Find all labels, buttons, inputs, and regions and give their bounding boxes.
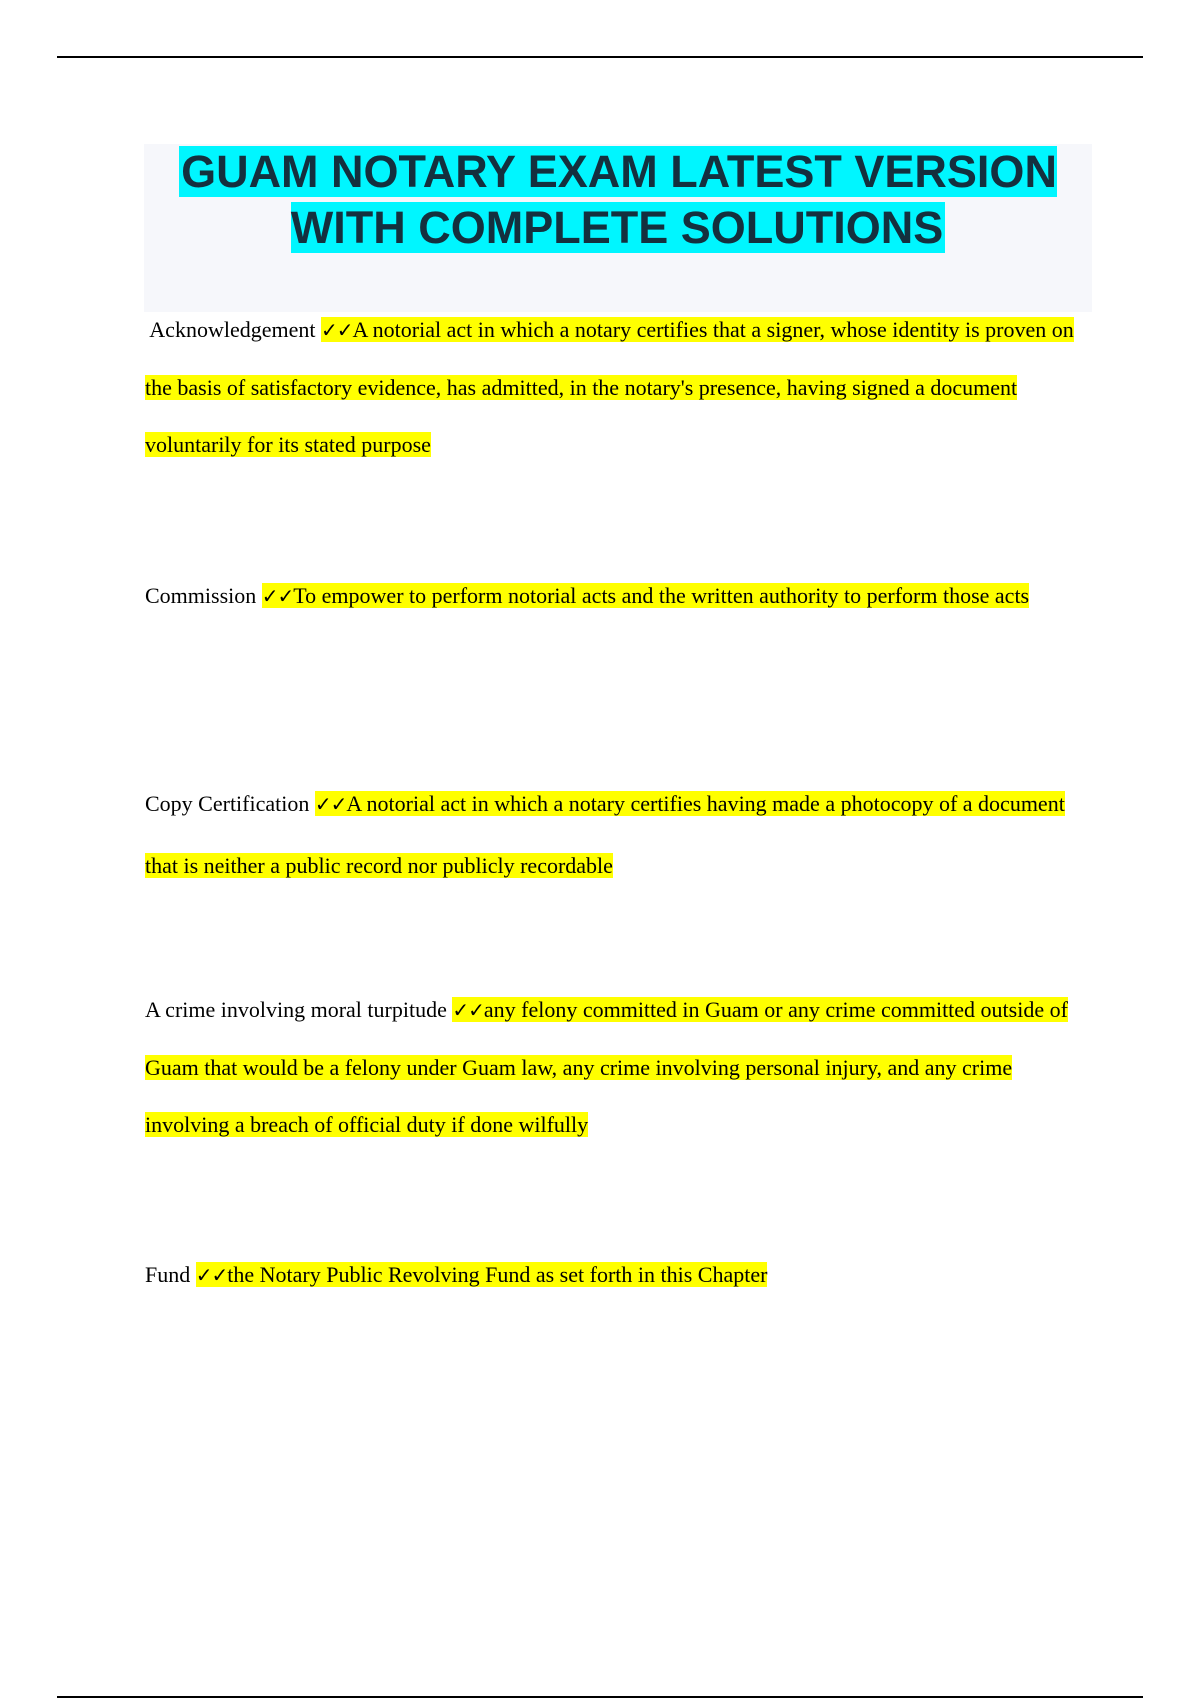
definition-text: the Notary Public Revolving Fund as set forth in this Chapter	[227, 1262, 768, 1287]
title-text: GUAM NOTARY EXAM LATEST VERSION WITH COMPLETE SOLUTIONS	[181, 146, 1057, 253]
double-check-icon: ✓✓	[452, 998, 484, 1022]
title-block	[144, 144, 1092, 312]
definition-entry-fund	[145, 1245, 1085, 1305]
term: Commission	[145, 583, 262, 608]
definition-entry-commission	[145, 565, 1085, 627]
double-check-icon: ✓✓	[195, 1263, 228, 1287]
definition-entry-acknowledgement	[145, 301, 1085, 473]
bottom-rule	[57, 1696, 1143, 1698]
double-check-icon: ✓✓	[314, 792, 347, 816]
definition-text: A notorial act in which a notary certifies that a signer, whose identity is proven on the basis of satisfactory evidence, has admitted, in the notary's presence, having signed a document voluntarily for its stated purpose	[145, 317, 1074, 457]
term: Fund	[145, 1262, 196, 1287]
double-check-icon: ✓✓	[320, 318, 353, 342]
document-title	[144, 144, 1092, 256]
definition-text: To empower to perform notorial acts and the written authority to perform those acts	[293, 583, 1030, 608]
definition-entry-moral-turpitude	[145, 981, 1085, 1153]
definition-highlight	[196, 1262, 768, 1287]
definition-highlight	[262, 583, 1029, 608]
term: A crime involving moral turpitude	[145, 997, 453, 1022]
double-check-icon: ✓✓	[261, 584, 294, 608]
term: Acknowledgement	[145, 317, 321, 342]
top-rule	[57, 56, 1143, 58]
definition-entry-copy-certification	[145, 773, 1085, 896]
term: Copy Certification	[145, 791, 315, 816]
definition-text: any felony committed in Guam or any crime committed outside of Guam that would be a felony under Guam law, any crime involving personal injury, and any crime involving a breach of official duty if done wilfully	[145, 997, 1068, 1137]
definition-text: A notorial act in which a notary certifies having made a photocopy of a document that is neither a public record nor publicly recordable	[145, 791, 1065, 878]
